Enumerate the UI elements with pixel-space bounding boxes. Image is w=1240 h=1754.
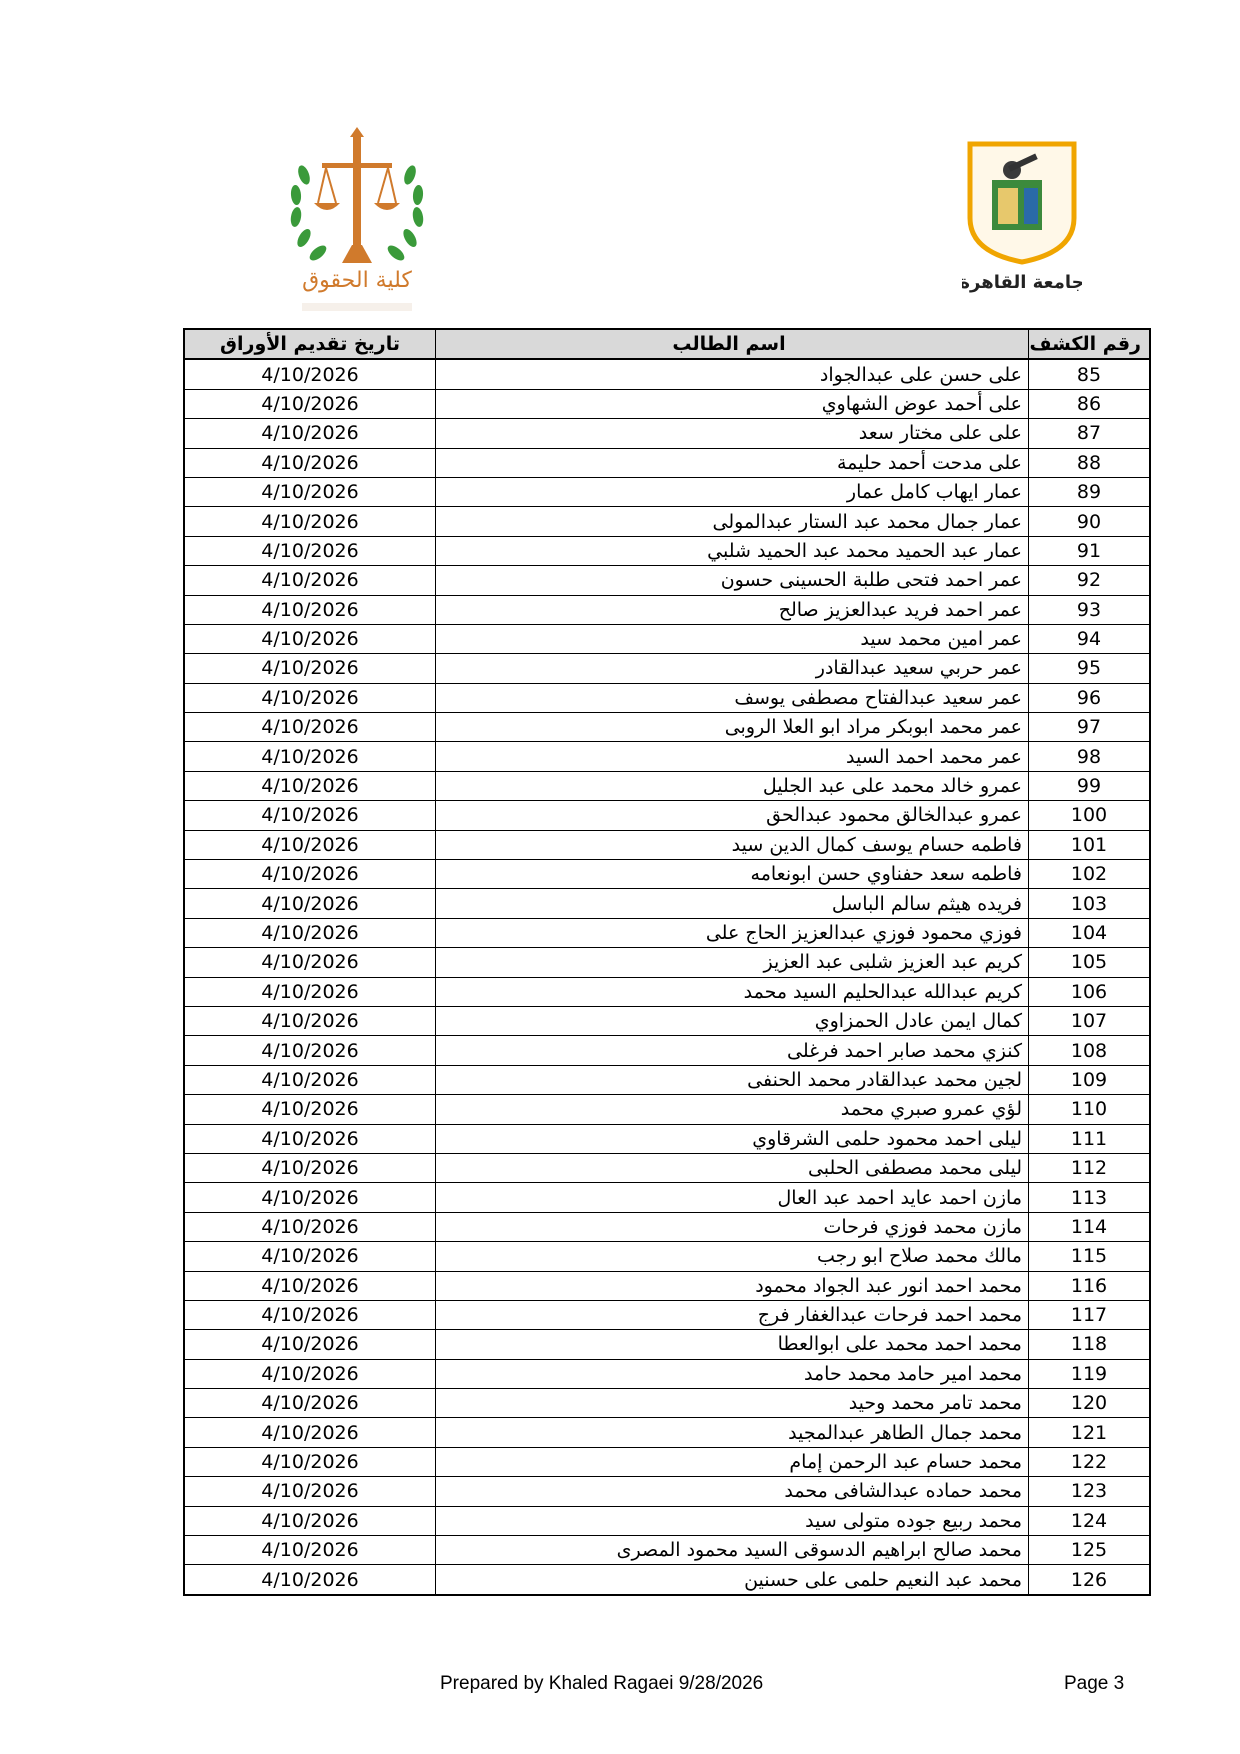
- table-row: [184, 948, 1150, 977]
- row-number: 98: [1029, 742, 1151, 771]
- student-name: كنزي محمد صابر احمد فرغلى: [436, 1036, 1029, 1065]
- student-name: عمر احمد فريد عبدالعزيز صالح: [436, 595, 1029, 624]
- submission-date: 4/10/2026: [184, 1065, 436, 1094]
- student-name: عمر محمد احمد السيد: [436, 742, 1029, 771]
- table-row: [184, 624, 1150, 653]
- table-row: [184, 918, 1150, 947]
- submission-date: 4/10/2026: [184, 1242, 436, 1271]
- student-name: محمد جمال الطاهر عبدالمجيد: [436, 1418, 1029, 1447]
- row-number: 110: [1029, 1095, 1151, 1124]
- table-row: [184, 1477, 1150, 1506]
- table-row: [184, 742, 1150, 771]
- table-row: [184, 1242, 1150, 1271]
- row-number: 123: [1029, 1477, 1151, 1506]
- submission-date: 4/10/2026: [184, 477, 436, 506]
- submission-date: 4/10/2026: [184, 359, 436, 389]
- row-number: 126: [1029, 1565, 1151, 1595]
- student-name: محمد احمد محمد على ابوالعطا: [436, 1330, 1029, 1359]
- submission-date: 4/10/2026: [184, 595, 436, 624]
- table-row: [184, 771, 1150, 800]
- table-row: [184, 1536, 1150, 1565]
- row-number: 97: [1029, 713, 1151, 742]
- table-row: [184, 1389, 1150, 1418]
- row-number: 122: [1029, 1447, 1151, 1476]
- table-row: [184, 860, 1150, 889]
- student-name: محمد صالح ابراهيم الدسوقى السيد محمود المصرى: [436, 1536, 1029, 1565]
- student-name: كريم عبدالله عبدالحليم السيد محمد: [436, 977, 1029, 1006]
- row-number: 99: [1029, 771, 1151, 800]
- submission-date: 4/10/2026: [184, 1418, 436, 1447]
- student-name: عمرو خالد محمد على عبد الجليل: [436, 771, 1029, 800]
- student-name: مازن احمد عايد احمد عبد العال: [436, 1183, 1029, 1212]
- student-name: ليلى محمد مصطفى الحلبى: [436, 1153, 1029, 1182]
- table-body: [184, 359, 1150, 1594]
- table-row: [184, 1359, 1150, 1388]
- submission-date: 4/10/2026: [184, 1300, 436, 1329]
- student-name: عمر احمد فتحى طلبة الحسينى حسون: [436, 566, 1029, 595]
- row-number: 107: [1029, 1006, 1151, 1035]
- student-name: مالك محمد صلاح ابو رجب: [436, 1242, 1029, 1271]
- submission-date: 4/10/2026: [184, 771, 436, 800]
- student-name: مازن محمد فوزي فرحات: [436, 1212, 1029, 1241]
- table-row: [184, 1065, 1150, 1094]
- student-name: محمد ربيع جوده متولى سيد: [436, 1506, 1029, 1535]
- row-number: 96: [1029, 683, 1151, 712]
- submission-date: 4/10/2026: [184, 624, 436, 653]
- submission-date: 4/10/2026: [184, 1359, 436, 1388]
- student-name: عمر محمد ابوبكر مراد ابو العلا الروبى: [436, 713, 1029, 742]
- submission-date: 4/10/2026: [184, 1212, 436, 1241]
- row-number: 95: [1029, 654, 1151, 683]
- table-row: [184, 1212, 1150, 1241]
- table-row: [184, 1095, 1150, 1124]
- table-row: [184, 830, 1150, 859]
- submission-date: 4/10/2026: [184, 683, 436, 712]
- table-row: [184, 359, 1150, 389]
- row-number: 113: [1029, 1183, 1151, 1212]
- row-number: 94: [1029, 624, 1151, 653]
- student-name: على مدحت أحمد حليمة: [436, 448, 1029, 477]
- table-row: [184, 1418, 1150, 1447]
- table-row: [184, 977, 1150, 1006]
- table-row: [184, 889, 1150, 918]
- row-number: 115: [1029, 1242, 1151, 1271]
- header-date: تاريخ تقديم الأوراق: [184, 329, 436, 359]
- row-number: 92: [1029, 566, 1151, 595]
- table-row: [184, 1506, 1150, 1535]
- table-row: [184, 683, 1150, 712]
- student-name: عمار ايهاب كامل عمار: [436, 477, 1029, 506]
- student-name: فريده هيثم سالم الباسل: [436, 889, 1029, 918]
- faculty-of-law-logo: [282, 125, 432, 320]
- row-number: 118: [1029, 1330, 1151, 1359]
- student-name: محمد حماده عبدالشافى محمد: [436, 1477, 1029, 1506]
- student-name: محمد احمد انور عبد الجواد محمود: [436, 1271, 1029, 1300]
- table-row: [184, 566, 1150, 595]
- student-name: ليلى احمد محمود حلمى الشرقاوي: [436, 1124, 1029, 1153]
- submission-date: 4/10/2026: [184, 1006, 436, 1035]
- student-name: عمر سعيد عبدالفتاح مصطفى يوسف: [436, 683, 1029, 712]
- row-number: 114: [1029, 1212, 1151, 1241]
- table-row: [184, 1006, 1150, 1035]
- student-name: على أحمد عوض الشهاوي: [436, 389, 1029, 418]
- row-number: 105: [1029, 948, 1151, 977]
- submission-date: 4/10/2026: [184, 1124, 436, 1153]
- row-number: 125: [1029, 1536, 1151, 1565]
- student-name: على على مختار سعد: [436, 419, 1029, 448]
- submission-date: 4/10/2026: [184, 889, 436, 918]
- submission-date: 4/10/2026: [184, 1330, 436, 1359]
- row-number: 103: [1029, 889, 1151, 918]
- submission-date: 4/10/2026: [184, 742, 436, 771]
- submission-date: 4/10/2026: [184, 1477, 436, 1506]
- row-number: 91: [1029, 536, 1151, 565]
- table-row: [184, 448, 1150, 477]
- table-row: [184, 1447, 1150, 1476]
- student-name: كريم عبد العزيز شلبى عبد العزيز: [436, 948, 1029, 977]
- row-number: 121: [1029, 1418, 1151, 1447]
- table-row: [184, 477, 1150, 506]
- submission-date: 4/10/2026: [184, 713, 436, 742]
- submission-date: 4/10/2026: [184, 389, 436, 418]
- row-number: 101: [1029, 830, 1151, 859]
- row-number: 109: [1029, 1065, 1151, 1094]
- footer-prepared-by: Prepared by Khaled Ragaei 9/28/2026: [440, 1673, 764, 1694]
- submission-date: 4/10/2026: [184, 801, 436, 830]
- row-number: 108: [1029, 1036, 1151, 1065]
- row-number: 87: [1029, 419, 1151, 448]
- student-name: لجين محمد عبدالقادر محمد الحنفى: [436, 1065, 1029, 1094]
- table-row: [184, 419, 1150, 448]
- submission-date: 4/10/2026: [184, 654, 436, 683]
- table-row: [184, 595, 1150, 624]
- table-row: [184, 1330, 1150, 1359]
- row-number: 124: [1029, 1506, 1151, 1535]
- row-number: 111: [1029, 1124, 1151, 1153]
- row-number: 85: [1029, 359, 1151, 389]
- table-row: [184, 1300, 1150, 1329]
- table-row: [184, 1565, 1150, 1595]
- student-name: لؤي عمرو صبري محمد: [436, 1095, 1029, 1124]
- submission-date: 4/10/2026: [184, 918, 436, 947]
- submission-date: 4/10/2026: [184, 448, 436, 477]
- svg-text:جامعة القاهرة: جامعة القاهرة: [962, 272, 1082, 293]
- table-row: [184, 801, 1150, 830]
- submission-date: 4/10/2026: [184, 1095, 436, 1124]
- cairo-university-logo: [962, 140, 1082, 310]
- table-row: [184, 654, 1150, 683]
- row-number: 88: [1029, 448, 1151, 477]
- table-row: [184, 1271, 1150, 1300]
- row-number: 86: [1029, 389, 1151, 418]
- submission-date: 4/10/2026: [184, 1447, 436, 1476]
- submission-date: 4/10/2026: [184, 1036, 436, 1065]
- student-roster-table: [183, 328, 1151, 1596]
- student-name: كمال ايمن عادل الحمزاوي: [436, 1006, 1029, 1035]
- header-name: اسم الطالب: [436, 329, 1029, 359]
- submission-date: 4/10/2026: [184, 1271, 436, 1300]
- row-number: 90: [1029, 507, 1151, 536]
- row-number: 102: [1029, 860, 1151, 889]
- submission-date: 4/10/2026: [184, 977, 436, 1006]
- submission-date: 4/10/2026: [184, 1389, 436, 1418]
- row-number: 119: [1029, 1359, 1151, 1388]
- table-header-row: [184, 329, 1150, 359]
- submission-date: 4/10/2026: [184, 1536, 436, 1565]
- submission-date: 4/10/2026: [184, 507, 436, 536]
- submission-date: 4/10/2026: [184, 566, 436, 595]
- row-number: 116: [1029, 1271, 1151, 1300]
- table-row: [184, 389, 1150, 418]
- scales-of-justice-icon: [314, 127, 400, 263]
- table-row: [184, 536, 1150, 565]
- student-name: على حسن على عبدالجواد: [436, 359, 1029, 389]
- footer-page-number: Page 3: [1064, 1673, 1125, 1694]
- submission-date: 4/10/2026: [184, 1153, 436, 1182]
- student-name: محمد عبد النعيم حلمى على حسنين: [436, 1565, 1029, 1595]
- table-row: [184, 507, 1150, 536]
- student-name: عمار جمال محمد عبد الستار عبدالمولى: [436, 507, 1029, 536]
- student-name: عمر امين محمد سيد: [436, 624, 1029, 653]
- submission-date: 4/10/2026: [184, 830, 436, 859]
- submission-date: 4/10/2026: [184, 536, 436, 565]
- table-row: [184, 1036, 1150, 1065]
- header-number: رقم الكشف: [1029, 329, 1151, 359]
- table-row: [184, 713, 1150, 742]
- student-name: فاطمه حسام يوسف كمال الدين سيد: [436, 830, 1029, 859]
- row-number: 117: [1029, 1300, 1151, 1329]
- table-row: [184, 1183, 1150, 1212]
- submission-date: 4/10/2026: [184, 1565, 436, 1595]
- row-number: 100: [1029, 801, 1151, 830]
- row-number: 104: [1029, 918, 1151, 947]
- submission-date: 4/10/2026: [184, 419, 436, 448]
- student-name: محمد امير حامد محمد حامد: [436, 1359, 1029, 1388]
- row-number: 93: [1029, 595, 1151, 624]
- submission-date: 4/10/2026: [184, 948, 436, 977]
- student-name: فوزي محمود فوزي عبدالعزيز الحاج على: [436, 918, 1029, 947]
- row-number: 89: [1029, 477, 1151, 506]
- table-row: [184, 1124, 1150, 1153]
- submission-date: 4/10/2026: [184, 1183, 436, 1212]
- submission-date: 4/10/2026: [184, 860, 436, 889]
- submission-date: 4/10/2026: [184, 1506, 436, 1535]
- student-name: عمرو عبدالخالق محمود عبدالحق: [436, 801, 1029, 830]
- student-name: محمد تامر محمد وحيد: [436, 1389, 1029, 1418]
- student-name: فاطمه سعد حفناوي حسن ابونعامه: [436, 860, 1029, 889]
- row-number: 120: [1029, 1389, 1151, 1418]
- student-name: محمد احمد فرحات عبدالغفار فرج: [436, 1300, 1029, 1329]
- row-number: 112: [1029, 1153, 1151, 1182]
- student-name: عمر حربي سعيد عبدالقادر: [436, 654, 1029, 683]
- svg-text:كلية الحقوق: كلية الحقوق: [302, 268, 412, 293]
- student-name: عمار عبد الحميد محمد عبد الحميد شلبي: [436, 536, 1029, 565]
- row-number: 106: [1029, 977, 1151, 1006]
- table-row: [184, 1153, 1150, 1182]
- student-name: محمد حسام عبد الرحمن إمام: [436, 1447, 1029, 1476]
